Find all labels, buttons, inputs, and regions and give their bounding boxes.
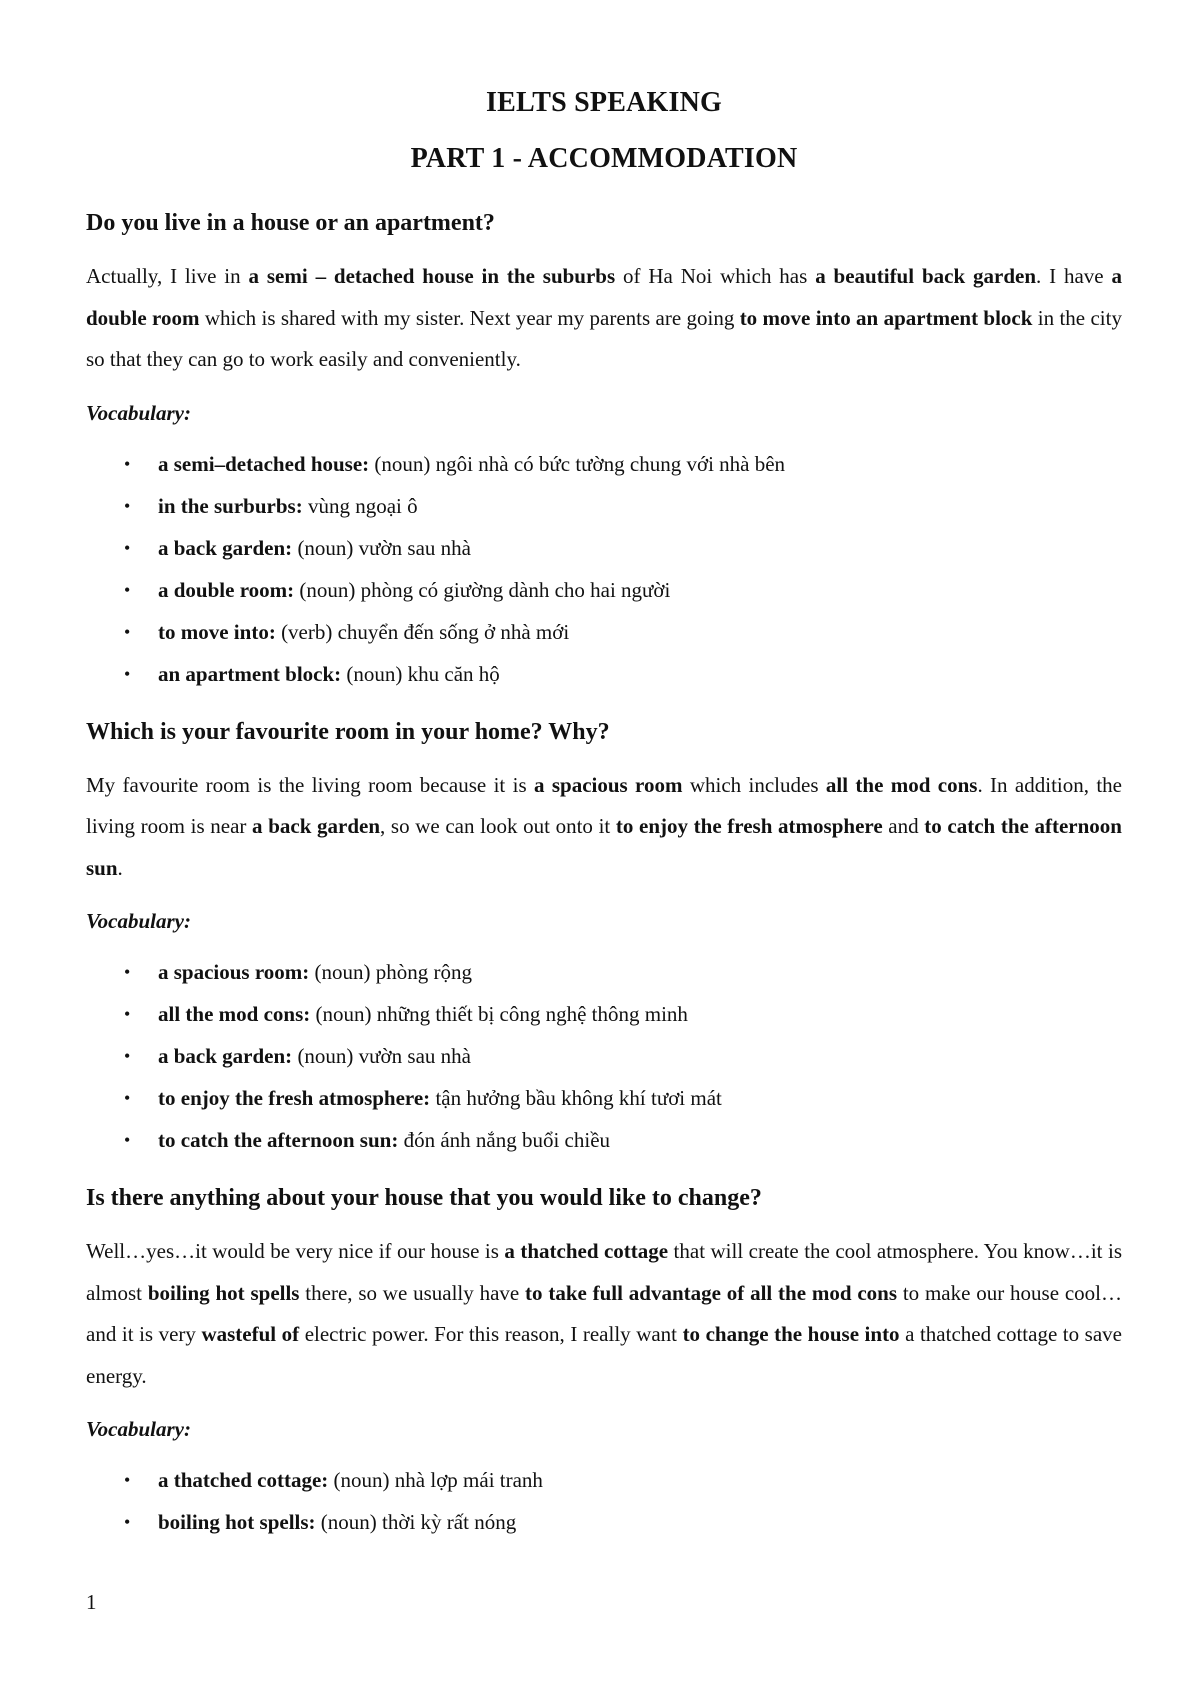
vocabulary-item: [86, 951, 1122, 993]
vocabulary-term: all the mod cons:: [158, 1002, 311, 1026]
vocabulary-label: Vocabulary:: [86, 1417, 191, 1441]
vocabulary-term: a back garden:: [158, 535, 293, 560]
answer-text: My favourite room is the living room because it is: [86, 772, 534, 797]
bullet-icon: •: [124, 1004, 131, 1024]
answer-text: of Ha Noi which has: [615, 264, 816, 288]
answer-bold-phrase: to change the house into: [682, 1322, 900, 1346]
vocabulary-term: an apartment block:: [158, 661, 342, 686]
vocabulary-definition: vùng ngoại ô: [302, 493, 418, 518]
vocabulary-term: to enjoy the fresh atmosphere:: [158, 1086, 431, 1110]
answer-text: which is shared with my sister. Next year my parents are going: [199, 305, 740, 330]
vocabulary-item: [86, 653, 1122, 695]
answer-bold-phrase: wasteful of: [201, 1322, 300, 1346]
vocabulary-term: a double room:: [158, 577, 295, 602]
answer-bold-phrase: a beautiful back garden: [815, 264, 1036, 288]
bullet-icon: •: [124, 453, 131, 474]
answer-bold-phrase: to move into an apartment block: [739, 305, 1033, 330]
answer-text: .: [117, 855, 123, 880]
page-number: 1: [86, 1590, 97, 1614]
vocabulary-definition: (noun) ngôi nhà có bức tường chung với nhà bên: [369, 451, 786, 476]
vocabulary-item: [86, 443, 1122, 485]
vocabulary-item: [86, 527, 1122, 569]
vocabulary-item: [86, 1035, 1122, 1077]
answer-bold-phrase: a semi – detached house in the suburbs: [248, 264, 616, 288]
vocabulary-item: [86, 1077, 1122, 1119]
bullet-icon: •: [124, 1470, 131, 1490]
answer-text: in the city so that they can go to work easily and conveniently.: [86, 305, 1122, 371]
answer-text: . In addition, the living room is near: [86, 772, 1122, 838]
answer-bold-phrase: a back garden: [252, 814, 381, 838]
vocabulary-label: Vocabulary:: [86, 909, 191, 933]
answer-paragraph: [86, 256, 1122, 381]
bullet-icon: •: [124, 621, 131, 642]
vocabulary-definition: tận hưởng bầu không khí tươi mát: [430, 1086, 722, 1110]
vocabulary-definition: đón ánh nắng buổi chiều: [398, 1128, 611, 1152]
vocabulary-item: [86, 1119, 1122, 1161]
answer-bold-phrase: boiling hot spells: [147, 1280, 300, 1305]
answer-text: and: [882, 814, 925, 838]
vocabulary-definition: (noun) thời kỳ rất nóng: [315, 1510, 517, 1534]
answer-text: which includes: [682, 772, 826, 797]
bullet-icon: •: [124, 663, 131, 684]
answer-paragraph: [86, 765, 1122, 890]
vocabulary-term: a back garden:: [158, 1044, 293, 1068]
document-subtitle: PART 1 - ACCOMMODATION: [410, 143, 798, 174]
vocabulary-item: [86, 611, 1122, 653]
answer-bold-phrase: a thatched cottage: [504, 1239, 669, 1263]
bullet-icon: •: [124, 579, 131, 600]
question-heading: Is there anything about your house that you would like to change?: [86, 1185, 762, 1211]
answer-bold-phrase: to catch the afternoon sun: [86, 814, 1122, 880]
answer-text: . I have: [1036, 264, 1112, 288]
vocabulary-list: [86, 443, 1122, 695]
bullet-icon: •: [124, 537, 131, 558]
vocabulary-term: a thatched cottage:: [158, 1468, 329, 1492]
answer-bold-phrase: to enjoy the fresh atmosphere: [615, 814, 883, 838]
vocabulary-term: to catch the afternoon sun:: [158, 1128, 399, 1152]
answer-bold-phrase: all the mod cons: [825, 772, 978, 797]
document-title: IELTS SPEAKING: [486, 87, 722, 118]
answer-text: , so we can look out onto it: [380, 814, 616, 838]
bullet-icon: •: [124, 1512, 131, 1532]
answer-paragraph: [86, 1231, 1122, 1397]
vocabulary-definition: (noun) những thiết bị công nghệ thông minh: [310, 1002, 688, 1026]
vocabulary-list: [86, 1459, 1122, 1543]
vocabulary-definition: (noun) nhà lợp mái tranh: [328, 1468, 543, 1492]
vocabulary-definition: (noun) vườn sau nhà: [292, 535, 471, 560]
answer-text: to make our house cool…and it is very: [86, 1280, 1123, 1346]
answer-text: a thatched cottage to save energy.: [86, 1322, 1122, 1388]
vocabulary-term: in the surburbs:: [158, 493, 303, 518]
answer-bold-phrase: to take full advantage of all the mod cons: [525, 1280, 898, 1305]
question-heading: Which is your favourite room in your home? Why?: [86, 718, 610, 745]
vocabulary-item: [86, 1459, 1122, 1501]
bullet-icon: •: [124, 962, 131, 982]
vocabulary-label: Vocabulary:: [86, 400, 191, 425]
vocabulary-term: to move into:: [158, 619, 276, 644]
vocabulary-term: boiling hot spells:: [158, 1510, 316, 1534]
vocabulary-definition: (verb) chuyển đến sống ở nhà mới: [275, 619, 570, 644]
vocabulary-definition: (noun) phòng có giường dành cho hai người: [294, 577, 671, 602]
answer-text: electric power. For this reason, I really want: [299, 1322, 683, 1346]
answer-text: there, so we usually have: [299, 1280, 526, 1305]
bullet-icon: •: [124, 1130, 131, 1150]
document-page: [86, 80, 1122, 1543]
bullet-icon: •: [124, 1088, 131, 1108]
vocabulary-item: [86, 485, 1122, 527]
vocabulary-list: [86, 951, 1122, 1161]
bullet-icon: •: [124, 1046, 131, 1066]
vocabulary-item: [86, 993, 1122, 1035]
answer-bold-phrase: a spacious room: [533, 772, 683, 797]
vocabulary-definition: (noun) vườn sau nhà: [292, 1044, 471, 1068]
sections-container: [86, 206, 1122, 1543]
vocabulary-term: a semi–detached house:: [158, 451, 370, 476]
question-heading: Do you live in a house or an apartment?: [86, 210, 495, 236]
vocabulary-definition: (noun) khu căn hộ: [341, 661, 500, 686]
answer-text: Actually, I live in: [86, 264, 249, 288]
vocabulary-item: [86, 569, 1122, 611]
bullet-icon: •: [124, 495, 131, 516]
answer-bold-phrase: a double room: [86, 264, 1122, 330]
answer-text: that will create the cool atmosphere. You know…it is almost: [86, 1239, 1122, 1305]
vocabulary-item: [86, 1501, 1122, 1543]
vocabulary-definition: (noun) phòng rộng: [309, 960, 473, 984]
answer-text: Well…yes…it would be very nice if our house is: [86, 1239, 505, 1263]
vocabulary-term: a spacious room:: [158, 960, 310, 984]
